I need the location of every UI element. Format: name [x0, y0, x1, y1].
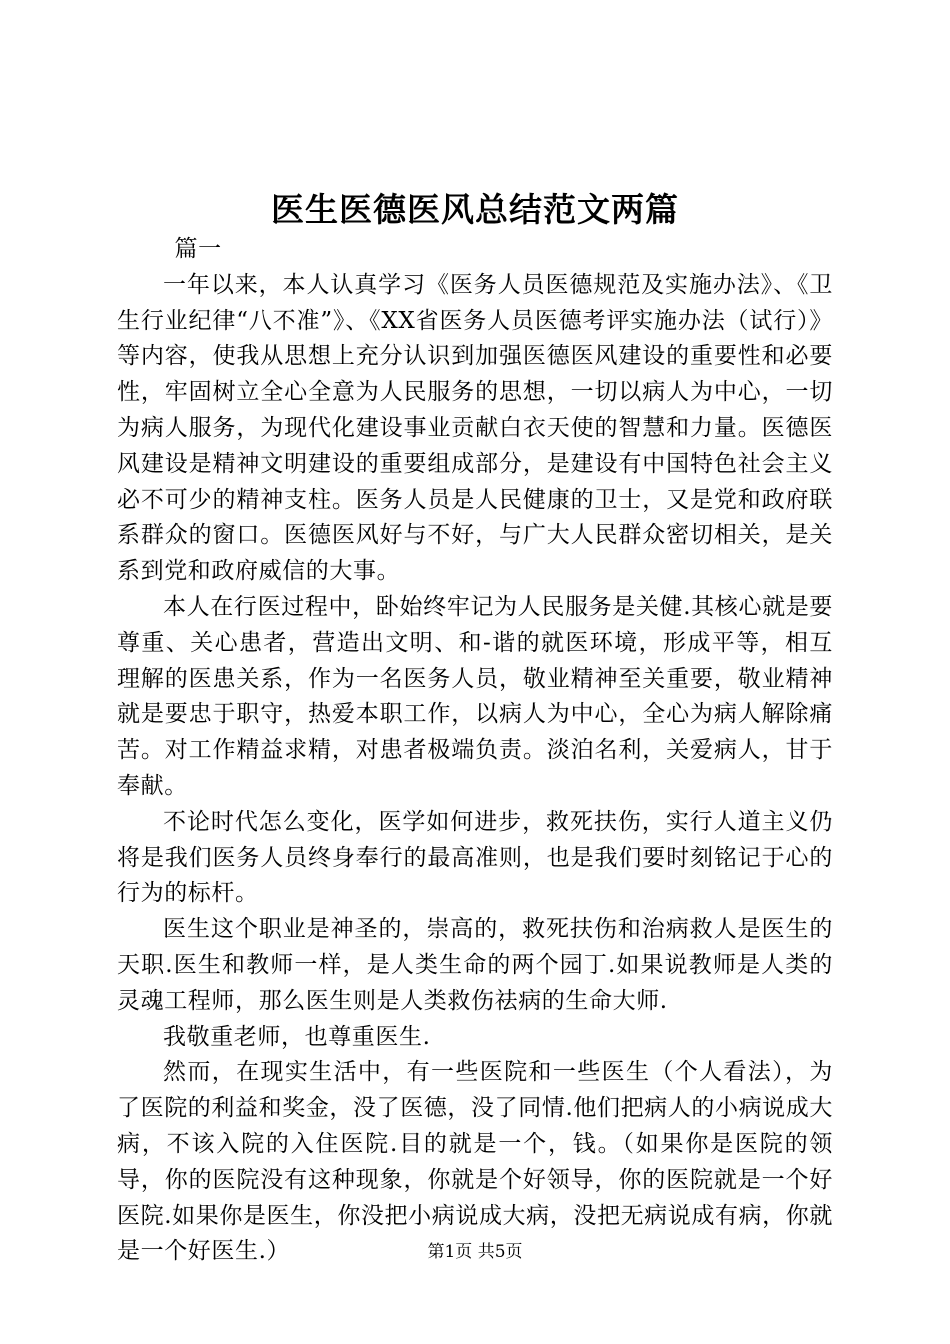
paragraph: 医生这个职业是神圣的，崇高的，救死扶伤和治病救人是医生的天职.医生和教师一样，是人类生命的两个园丁.如果说教师是人类的灵魂工程师，那么医生则是人类救伤祛病的生命大师.: [117, 916, 833, 1014]
paragraph: 不论时代怎么变化，医学如何进步，救死扶伤，实行人道主义仍将是我们医务人员终身奉行的最高准则，也是我们要时刻铭记于心的行为的标杆。: [117, 808, 833, 907]
page-footer: 第1页 共5页: [427, 1242, 523, 1262]
section-heading: 篇一: [174, 236, 222, 262]
document-body: [117, 232, 833, 1270]
document-title: 医生医德医风总结范文两篇: [271, 190, 679, 229]
paragraph: 本人在行医过程中，卧始终牢记为人民服务是关健.其核心就是要尊重、关心患者，营造出文明、和-谐的就医环境，形成平等，相互理解的医患关系，作为一名医务人员，敬业精神至关重要，敬业精神就是要忠于职守，热爱本职工作，以病人为中心，全心为病人解除痛苦。对工作精益求精，对患者极端负责。淡泊名利，关爱病人，甘于奉献。: [117, 593, 833, 799]
paragraph: 一年以来，本人认真学习《医务人员医德规范及实施办法》、《卫生行业纪律“八不准”》、《XX省医务人员医德考评实施办法（试行）》等内容，使我从思想上充分认识到加强医德医风建设的重要性和必要性，牢固树立全心全意为人民服务的思想，一切以病人为中心，一切为病人服务，为现代化建设事业贡献白衣天使的智慧和力量。医德医风建设是精神文明建设的重要组成部分，是建设有中国特色社会主义必不可少的精神支柱。医务人员是人民健康的卫士，又是党和政府联系群众的窗口。医德医风好与不好，与广大人民群众密切相关，是关系到党和政府威信的大事。: [117, 271, 833, 585]
paragraph: 我敬重老师，也尊重医生.: [163, 1023, 431, 1050]
paragraph: 然而，在现实生活中，有一些医院和一些医生（个人看法），为了医院的利益和奖金，没了医德，没了同情.他们把病人的小病说成大病，不该入院的入住医院.目的就是一个，钱。（如果你是医院的领导，你的医院没有这种现象，你就是个好领导，你的医院就是一个好医院.如果你是医生，你没把小病说成大病，没把无病说成有病，你就是一个好医生.）: [117, 1059, 833, 1265]
